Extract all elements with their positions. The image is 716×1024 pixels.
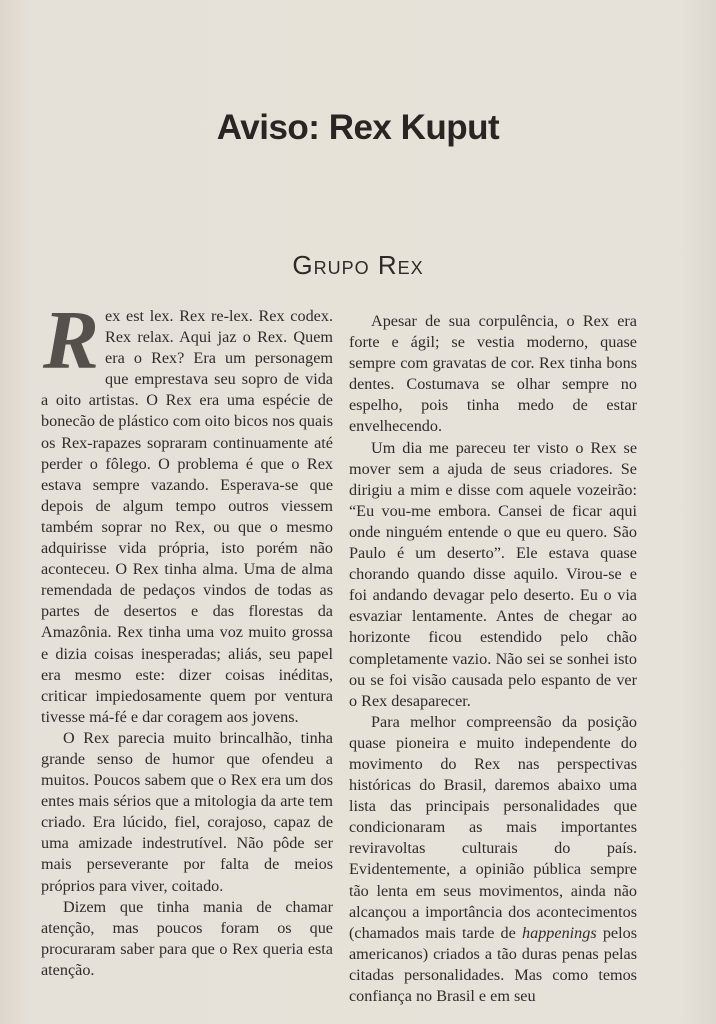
section-title: Grupo Rex [292,250,424,280]
paragraph: Dizem que tinha mania de chamar atenção, mas poucos foram os que procuraram saber para que o Rex queria esta atenção. [41,897,333,979]
paragraph-text: Para melhor compreensão da posição quase pioneira e muito independente do movimento do Rex nas perspectivas históricas do Brasil, daremos abaixo uma lista das principais personalidades que condicionaram as mais importantes reviravoltas culturais do país. Evidentemente, a opinião pública sempre tão lenta em seus movimentos, ainda não alcançou a importância dos acontecimentos (chamados mais tarde de [349,712,637,942]
paragraph: Apesar de sua corpulência, o Rex era forte e ágil; se vestia moderno, quase sempre com gravatas de cor. Rex tinha bons dentes. Costumava se olhar sempre no espelho, pois tinha medo de estar envelhecendo. [349,312,637,436]
paragraph: O Rex parecia muito brincalhão, tinha grande senso de humor que ofendeu a muitos. Poucos sabem que o Rex era um dos entes mais sérios que a mitologia da arte tem criado. Era lúcido, fiel, corajoso, capaz de uma amizade indestrutível. Não pôde ser mais perseverante por falta de meios próprios para viver, coitado. [41,728,333,895]
paragraph: Um dia me pareceu ter visto o Rex se mover sem a ajuda de seus criadores. Se dirigiu a mim e disse com aquele vozeirão: “Eu vou-me embora. Cansei de ficar aqui onde ninguém entende o que eu quero. São Paulo é um deserto”. Ele estava quase chorando quando disse aquilo. Virou-se e foi andando devagar pelo deserto. Eu o via esvaziar lentamente. Antes de chegar ao horizonte ficou estendido pelo chão completamente vazio. Não sei se sonhei isto ou se foi visão causada pelo espanto de ver o Rex desaparecer. [349,438,637,710]
paragraph [349,712,637,1007]
drop-cap: R [43,294,100,387]
paragraph-text: pelos americanos) criados a tão duras penas pelas citadas personalidades. Mas como temos confiança no Brasil e em seu [349,923,637,1005]
paragraph [41,294,333,728]
left-column [41,294,333,981]
italic-term: happenings [522,923,597,942]
page-title: Aviso: Rex Kuput [216,108,500,147]
paragraph-text: ex est lex. Rex re-lex. Rex codex. Rex relax. Aqui jaz o Rex. Quem era o Rex? Era um personagem que emprestava seu sopro de vida a oito artistas. O Rex era uma espécie de bonecão de plástico com oito bicos nos quais os Rex-rapazes sopraram continuamente até perder o fôlego. O problema é que o Rex estava sempre vazando. Esperava-se que depois de algum tempo outros viessem também soprar no Rex, ou que o mesmo adquirisse vida própria, isto porém não aconteceu. O Rex tinha alma. Uma de alma remendada de pedaços vindos de todas as partes de desertos e das florestas da Amazônia. Rex tinha uma voz muito grossa e dizia coisas inesperadas; aliás, seu papel era mesmo este: dizer coisas inéditas, criticar impiedosamente quem por ventura tivesse má-fé e dar coragem aos jovens. [41,307,333,726]
right-column [349,311,637,1007]
